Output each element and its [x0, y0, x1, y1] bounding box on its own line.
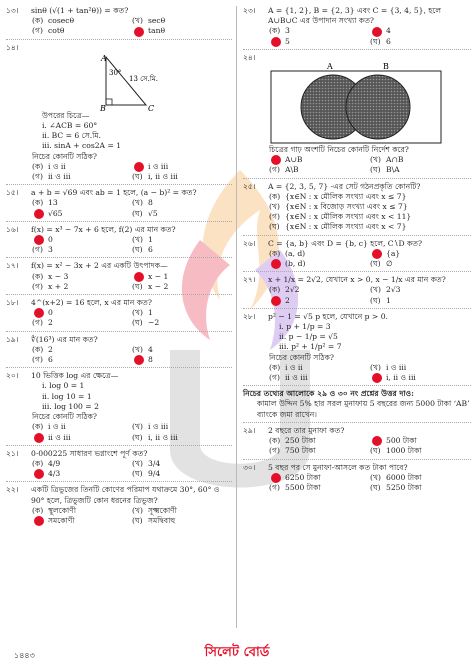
vertex-a-label: A [101, 53, 107, 63]
question-29 [243, 426, 471, 457]
question-number: ১৯। [6, 334, 19, 344]
statement-ii: ii. BC = 6 সে.মি. [42, 131, 101, 141]
question-text: a + b = √69 এবং ab = 1 হলে, (a − b)² = কত? [31, 188, 197, 198]
answer-dot [271, 296, 281, 306]
answer-dot [134, 27, 144, 37]
question-30 [243, 463, 471, 494]
question-number: ১৭। [6, 261, 19, 271]
option-d[interactable]: (ঘ) B\A [370, 165, 400, 175]
option-a[interactable]: (ক) cosecθ [32, 16, 75, 26]
question-text: 0·000225 সাধারণ ভগ্নাংশে পূর্ণ কত? [31, 448, 148, 458]
option-a[interactable]: (ক) 3 [269, 26, 290, 36]
option-b[interactable]: (খ) 8 [132, 198, 153, 208]
question-text: ∜(16³) এর মান কত? [31, 334, 98, 344]
statement-iii: iii. p² + 1/p² = 7 [279, 342, 342, 352]
option-a[interactable]: (ক) i ও ii [32, 422, 66, 432]
which-correct: নিচের কোনটি সঠিক? [32, 412, 97, 422]
option-c[interactable]: ii ও iii [32, 433, 132, 443]
option-b[interactable]: (খ) 6000 টাকা [370, 472, 422, 482]
question-number: ২১। [6, 448, 19, 458]
option-b[interactable]: (খ) {x∈N : x বিজোড় সংখ্যা এবং x ≤ 7} [269, 202, 408, 212]
question-number: ২৭। [243, 275, 256, 285]
answer-dot [134, 355, 144, 365]
question-26 [243, 239, 471, 270]
answer-dot [34, 209, 44, 219]
option-a[interactable]: 0 [32, 308, 132, 318]
set-a-label: A [327, 63, 333, 72]
option-b[interactable]: (খ) i ও iii [370, 362, 407, 372]
statement-iii: iii. sinA + cos2A = 1 [42, 141, 122, 151]
question-text: f(x) = x² − 3x + 2 এর একটি উৎপাদক— [31, 261, 168, 271]
question-text: A = {1, 2}, B = {2, 3} এবং C = {3, 4, 5}, হলে A∪B∪C এর উপাদান সংখ্যা কত? [268, 6, 442, 26]
page-footer [0, 644, 474, 664]
answer-dot [271, 37, 281, 47]
option-b[interactable]: (খ) 3/4 [132, 458, 161, 468]
option-c[interactable]: (গ) 3 [32, 245, 53, 255]
answer-dot [134, 272, 144, 282]
vertex-c-label: C [148, 103, 155, 111]
question-number: ২৬। [243, 238, 256, 248]
question-25 [243, 182, 471, 233]
question-text: 5 বছর পর সে মুনাফা-আসলে কত টাকা পাবে? [268, 462, 408, 472]
option-d[interactable]: (ঘ) {x∈N : x মৌলিক সংখ্যা এবং x < 7} [269, 222, 407, 232]
option-c[interactable]: (গ) 750 টাকা [269, 446, 316, 456]
option-a[interactable]: (ক) i ও ii [269, 362, 303, 372]
option-c[interactable]: (গ) ii ও iii [269, 373, 308, 383]
question-text: sinθ (√(1 + tan²θ)) = কত? [31, 6, 129, 15]
triangle-figure [6, 53, 206, 111]
stem-body: কামাল উদ্দিন 5% হার সরল মুনাফায় 5 বছরের জন্য 5000 টাকা ‘AB’ ব্যাংকে জমা রাখেন। [257, 399, 470, 419]
question-number: ২৪। [243, 52, 256, 62]
option-a[interactable]: (ক) (a, d) [269, 248, 306, 258]
option-c[interactable]: (গ) 2 [32, 318, 53, 328]
question-number: ২৫। [243, 181, 256, 191]
question-20 [6, 371, 232, 442]
answer-dot [372, 249, 382, 259]
question-text: f(x) = x³ − 7x + 6 হলে, f(2) এর মান কত? [31, 224, 176, 234]
question-number: ১৬। [6, 224, 19, 234]
question-28 [243, 312, 471, 383]
option-b[interactable]: x − 1 [132, 272, 232, 282]
answer-dot [271, 259, 281, 269]
option-b[interactable]: (খ) secθ [132, 16, 166, 26]
answer-dot [34, 433, 44, 443]
answer-dot [134, 162, 144, 172]
statement-i: i. log 0 = 1 [42, 381, 85, 391]
option-c[interactable]: সমকোণী [32, 516, 132, 526]
side-label: 13 সে.মি. [129, 74, 158, 83]
option-a[interactable]: (ক) 13 [32, 198, 58, 208]
question-18 [6, 298, 232, 329]
question-number: ২৩। [243, 6, 256, 15]
option-b[interactable]: 4 [370, 26, 471, 36]
question-text: 4^(x+2) = 16 হলে, x এর মান কত? [31, 298, 152, 308]
option-d[interactable]: 8 [132, 355, 232, 365]
question-number: ২৯। [243, 425, 256, 435]
statement-i: i. ∠ACB = 60° [42, 121, 98, 131]
option-c[interactable]: (গ) cotθ [32, 26, 65, 36]
stem-lead: নিচের তথ্যের আলোকে ২৯ ও ৩০ নং প্রশ্নের উত্তর দাও: [243, 389, 414, 399]
option-c[interactable]: 4/3 [32, 469, 132, 479]
question-text: 2 বছরে তার মুনাফা কত? [268, 425, 345, 435]
right-column [243, 6, 471, 493]
answer-dot [34, 308, 44, 318]
option-b[interactable]: (খ) 4 [132, 344, 153, 354]
option-a[interactable]: (ক) i ও ii [32, 161, 66, 171]
angle-label: 30° [109, 68, 122, 77]
question-24 [243, 53, 471, 176]
question-text: x + 1/x = 2√2, যেখানে x > 0, x − 1/x এর মান কত? [268, 275, 446, 285]
option-b[interactable]: (খ) 1 [132, 235, 153, 245]
page-number: ১৪৪৩ [14, 651, 35, 660]
statement-iii: iii. log 100 = 2 [42, 401, 99, 411]
answer-dot [271, 155, 281, 165]
option-c[interactable]: (গ) 6 [32, 355, 53, 365]
option-b[interactable]: (খ) সূক্ষ্মকোণী [132, 505, 177, 515]
option-d[interactable]: (ঘ) 1 [370, 295, 391, 305]
question-text: C = {a, b} এবং D = {b, c} হলে, C∖D কত? [268, 238, 423, 248]
option-c[interactable]: 2 [269, 296, 370, 306]
option-c[interactable]: (গ) 5500 টাকা [269, 482, 321, 492]
question-text: p² − 1 = √5 p হলে, যেখানে p > 0. [268, 311, 388, 321]
question-number: ২০। [6, 371, 19, 381]
option-b[interactable]: (খ) A∩B [370, 155, 404, 165]
answer-dot [34, 469, 44, 479]
vertex-b-label: B [100, 103, 106, 111]
question-27 [243, 275, 471, 306]
statement-lead: উপরের চিত্রে— [42, 110, 90, 120]
option-d[interactable]: (ঘ) 1000 টাকা [370, 446, 422, 456]
option-a[interactable]: (ক) {x∈N : x মৌলিক সংখ্যা এবং x ≤ 7} [269, 191, 407, 201]
option-c[interactable]: (গ) x + 2 [32, 281, 69, 291]
answer-dot [372, 373, 382, 383]
question-number: ১৩। [6, 6, 19, 15]
which-correct: নিচের কোনটি সঠিক? [32, 151, 97, 161]
option-d[interactable]: tanθ [132, 26, 232, 36]
question-text: A = {2, 3, 5, 7} -এর সেট গঠনপ্রকৃতি কোনটি? [268, 181, 421, 191]
option-c[interactable]: √65 [32, 209, 132, 219]
option-a[interactable]: A∪B [269, 155, 370, 165]
option-b[interactable]: (খ) 2√3 [370, 285, 401, 295]
answer-dot [34, 235, 44, 245]
question-21 [6, 449, 232, 480]
venn-diagram [243, 63, 463, 145]
question-17 [6, 261, 232, 292]
option-c[interactable]: (গ) ii ও iii [32, 172, 71, 182]
option-a[interactable]: (ক) 4/9 [32, 458, 61, 468]
statement-ii: ii. log 10 = 1 [42, 391, 92, 401]
question-16 [6, 225, 232, 256]
answer-dot [34, 516, 44, 526]
option-b[interactable]: (খ) 1 [132, 308, 153, 318]
option-d[interactable]: (ঘ) 9/4 [132, 469, 161, 479]
option-a[interactable]: (ক) x − 3 [32, 271, 69, 281]
statement-ii: ii. p − 1/p = √5 [279, 332, 338, 342]
answer-dot [372, 436, 382, 446]
option-a[interactable]: (ক) 2 [32, 344, 53, 354]
column-divider [236, 6, 237, 628]
question-text: একটি ত্রিভুজের তিনটি কোণের পরিমাপ যথাক্রমে 30°, 60° ও 90° হলে, ত্রিভুজটি কোন ধরনের ত্রিভুজ? [31, 485, 220, 505]
answer-dot [271, 473, 281, 483]
which-correct: নিচের কোনটি সঠিক? [269, 352, 334, 362]
question-23 [243, 6, 471, 47]
question-19 [6, 335, 232, 366]
option-b[interactable]: 500 টাকা [370, 436, 471, 446]
option-a[interactable]: 0 [32, 235, 132, 245]
set-b-label: B [383, 63, 389, 72]
question-number: ১৮। [6, 298, 19, 308]
question-15 [6, 188, 232, 219]
statement-i: i. p + 1/p = 3 [279, 322, 331, 332]
option-a[interactable]: (ক) 250 টাকা [269, 436, 316, 446]
option-d[interactable]: (ঘ) −2 [132, 318, 160, 328]
option-c[interactable]: (গ) A\B [269, 165, 299, 175]
option-d[interactable]: (ঘ) 6 [132, 245, 153, 255]
option-d[interactable]: (ঘ) i, ii ও iii [132, 172, 178, 182]
question-number: ১৪। [6, 42, 19, 52]
option-b[interactable]: (খ) i ও iii [132, 422, 169, 432]
question-text: চিত্রের গাঢ় অংশটি নিচের কোনটি নির্দেশ করে? [269, 145, 409, 155]
option-d[interactable]: (ঘ) √5 [132, 208, 158, 218]
question-number: ২২। [6, 485, 19, 495]
option-d[interactable]: (ঘ) ∅ [370, 259, 393, 269]
question-text: 10 ভিত্তিক log এর ক্ষেত্রে— [31, 371, 119, 381]
question-number: ৩০। [243, 462, 256, 472]
option-a[interactable]: (ক) স্থূলকোণী [32, 505, 77, 515]
question-22 [6, 485, 232, 526]
option-a[interactable]: 6250 টাকা [269, 473, 370, 483]
shared-stem [243, 389, 471, 420]
option-c[interactable]: (গ) {x∈N : x মৌলিক সংখ্যা এবং x < 11} [269, 212, 412, 222]
option-d[interactable]: (ঘ) x − 2 [132, 281, 169, 291]
question-number: ১৫। [6, 188, 19, 198]
option-c[interactable]: 5 [269, 37, 370, 47]
option-c[interactable]: (b, d) [269, 259, 370, 269]
option-a[interactable]: (ক) 2√2 [269, 285, 300, 295]
option-d[interactable]: (ঘ) সমদ্বিবাহু [132, 515, 176, 525]
option-d[interactable]: (ঘ) 6 [370, 36, 391, 46]
option-d[interactable]: (ঘ) i, ii ও iii [132, 432, 178, 442]
question-14 [6, 43, 232, 183]
question-13 [6, 6, 232, 37]
option-d[interactable]: (ঘ) 5250 টাকা [370, 482, 422, 492]
option-d[interactable]: i, ii ও iii [370, 373, 471, 383]
answer-dot [372, 27, 382, 37]
question-number: ২৮। [243, 311, 256, 321]
left-column [6, 6, 232, 526]
option-b[interactable]: {a} [370, 249, 471, 259]
board-name: সিলেট বোর্ড [204, 645, 270, 660]
option-b[interactable]: i ও iii [132, 162, 232, 172]
